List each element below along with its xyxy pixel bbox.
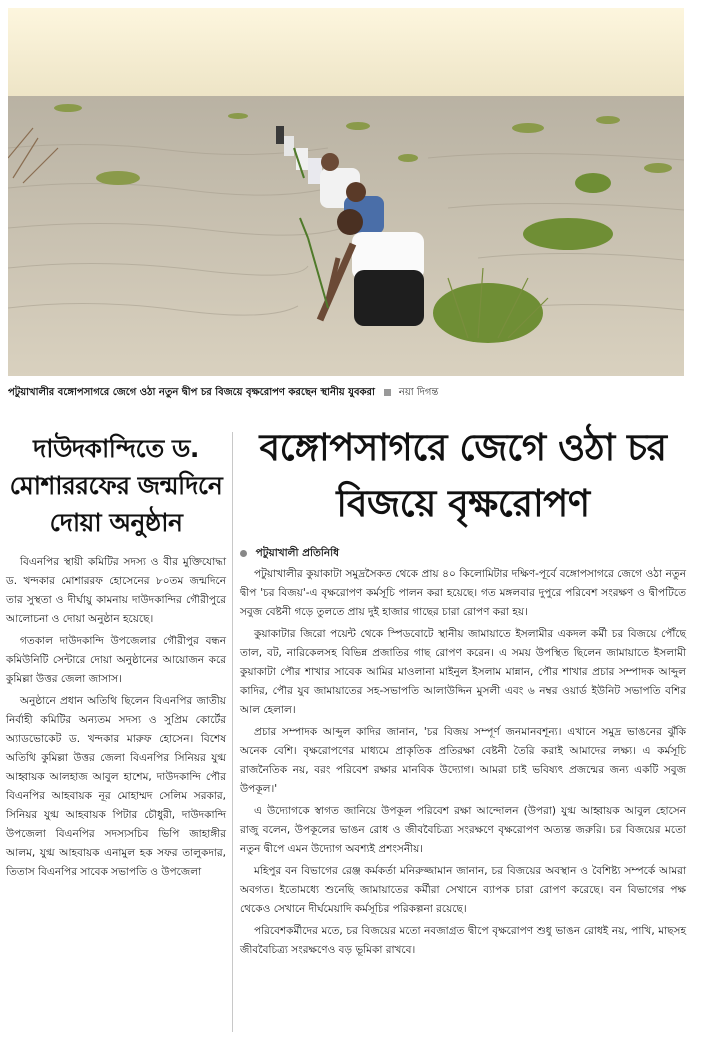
right-paragraph: প্রচার সম্পাদক আব্দুল কাদির জানান, 'চর বিজয় সম্পূর্ণ জনমানবশূন্য। এখানে সমুদ্র ভাঙনের ঝুঁকি অনেক বেশি। বৃক্ষরোপণের মাধ্যমে প্রাকৃতিক প্রতিরক্ষা বেষ্টনী তৈরি করাই আমাদের লক্ষ্য। এ কর্মসূচি রাজনৈতিক নয়, বরং পরিবেশ রক্ষার মানবিক উদ্যোগ। আমরা চাই ভবিষ্যৎ প্রজন্মের জন্য একটি সবুজ উপকূল।' xyxy=(240,726,686,795)
right-paragraph: মহিপুর বন বিভাগের রেঞ্জ কর্মকর্তা মনিরুজ্জামান জানান, চর বিজয়ের অবস্থান ও বৈশিষ্ট্য সম্পর্কে আমরা অবগত। ইতোমধ্যে শুনেছি জামায়াতের কর্মীরা সেখানে ব্যাপক চারা রোপণ করেছে। বন বিভাগের পক্ষ থেকেও সেখানে দীর্ঘমেয়াদি কর্মসূচির পরিকল্পনা রয়েছে। xyxy=(240,865,686,915)
right-paragraph: পরিবেশকর্মীদের মতে, চর বিজয়ের মতো নবজাগ্রত দ্বীপে বৃক্ষরোপণ শুধু ভাঙন রোধই নয়, পাখি, মাছসহ জীববৈচিত্র্য সংরক্ষণেও বড় ভূমিকা রাখবে। xyxy=(240,925,686,956)
left-article xyxy=(6,430,226,882)
beach-planting-illustration xyxy=(8,8,684,376)
left-paragraph: অনুষ্ঠানে প্রধান অতিথি ছিলেন বিএনপির জাতীয় নির্বাহী কমিটির অন্যতম সদস্য ও সুপ্রিম কোর্টের অ্যাডভোকেট ড. খন্দকার মারুফ হোসেন। বিশেষ অতিথি কুমিল্লা উত্তর জেলা বিএনপির সিনিয়র যুগ্ম আহ্বায়ক আলহাজ আবুল হাশেম, দাউদকান্দি পৌর বিএনপির আহবায়ক নূর মোহাম্মদ সেলিম সরকার, সিনিয়র যুগ্ম আহবায়ক পিটার চৌধুরী, দাউদকান্দি উপজেলা বিএনপির সদস্যসচিব ভিপি জাহাঙ্গীর আলম, যুগ্ম আহবায়ক এনামুল হক সফর তালুকদার, তিতাস বিএনপির সাবেক সভাপতি ও উপজেলা xyxy=(6,695,226,878)
right-paragraph: কুয়াকাটার জিরো পয়েন্ট থেকে স্পিডবোটে স্থানীয় জামায়াতে ইসলামীর একদল কর্মী চর বিজয়ে পৌঁছে তাল, বট, নারিকেলসহ বিভিন্ন প্রজাতির গাছ রোপণ করেন। এ সময় উপস্থিত ছিলেন জামায়াতে ইসলামী কুয়াকাটা পৌর শাখার সাবেক আমির মাওলানা মাইনুল ইসলাম মান্নান, পৌর শাখার প্রচার সম্পাদক আব্দুল কাদির, পৌর যুব জামায়াতের সহ-সভাপতি আলাউদ্দিন মুসলী এবং ৬ নম্বর ওয়ার্ড ইউনিট সভাপতি বশির আল হেলাল। xyxy=(240,628,686,716)
caption-text: পটুয়াখালীর বঙ্গোপসাগরে জেগে ওঠা নতুন দ্বীপ চর বিজয়ে বৃক্ষরোপণ করছেন স্থানীয় যুবকরা xyxy=(8,387,375,398)
right-article-headline: বঙ্গোপসাগরে জেগে ওঠা চর বিজয়ে বৃক্ষরোপণ xyxy=(259,426,667,525)
article-photo xyxy=(8,8,684,376)
right-article xyxy=(240,420,686,960)
column-divider xyxy=(232,432,233,1032)
left-article-headline: দাউদকান্দিতে ড. মোশাররফের জন্মদিনে দোয়া অনুষ্ঠান xyxy=(9,434,223,537)
byline-bullet-icon xyxy=(240,550,247,557)
left-paragraph: গতকাল দাউদকান্দি উপজেলার গৌরীপুর বন্ধন কমিউনিটি সেন্টারে দোয়া অনুষ্ঠানের আয়োজন করে কুমিল্লা উত্তর জেলা জাসাস। xyxy=(6,635,226,685)
byline xyxy=(240,546,686,563)
right-article-body xyxy=(240,565,686,960)
right-paragraph: এ উদ্যোগকে স্বাগত জানিয়ে উপকূল পরিবেশ রক্ষা আন্দোলন (উপরা) যুগ্ম আহ্বায়ক আবুল হোসেন রাজু বলেন, উপকূলের ভাঙন রোধ ও জীববৈচিত্র্য সংরক্ষণে বৃক্ষরোপণ অত্যন্ত জরুরি। চর বিজয়ের মতো নতুন দ্বীপে এমন উদ্যোগ অবশ্যই প্রশংসনীয়। xyxy=(240,805,686,855)
photo-caption xyxy=(8,385,684,402)
left-article-body xyxy=(6,553,226,882)
caption-separator xyxy=(384,389,391,396)
left-paragraph: বিএনপির স্থায়ী কমিটির সদস্য ও বীর মুক্তিযোদ্ধা ড. খন্দকার মোশাররফ হোসেনের ৮০তম জন্মদিনে তার সুস্থতা ও দীর্ঘায়ু কামনায় দাউদকান্দির গৌরীপুরে আলোচনা ও দোয়া অনুষ্ঠান হয়েছে। xyxy=(6,556,226,625)
byline-text: পটুয়াখালী প্রতিনিধি xyxy=(255,547,340,559)
photo-credit: নয়া দিগন্ত xyxy=(398,387,439,398)
right-paragraph: পটুয়াখালীর কুয়াকাটা সমুদ্রসৈকত থেকে প্রায় ৪০ কিলোমিটার দক্ষিণ-পূর্বে বঙ্গোপসাগরে জেগে ওঠা নতুন দ্বীপ 'চর বিজয়'-এ বৃক্ষরোপণ কর্মসূচি পালন করা হয়েছে। গত মঙ্গলবার দুপুরে পরিবেশ সংরক্ষণ ও দ্বীপটিতে সবুজ বেষ্টনী গড়ে তুলতে প্রায় দুই হাজার গাছের চারা রোপণ করা হয়। xyxy=(240,568,686,618)
